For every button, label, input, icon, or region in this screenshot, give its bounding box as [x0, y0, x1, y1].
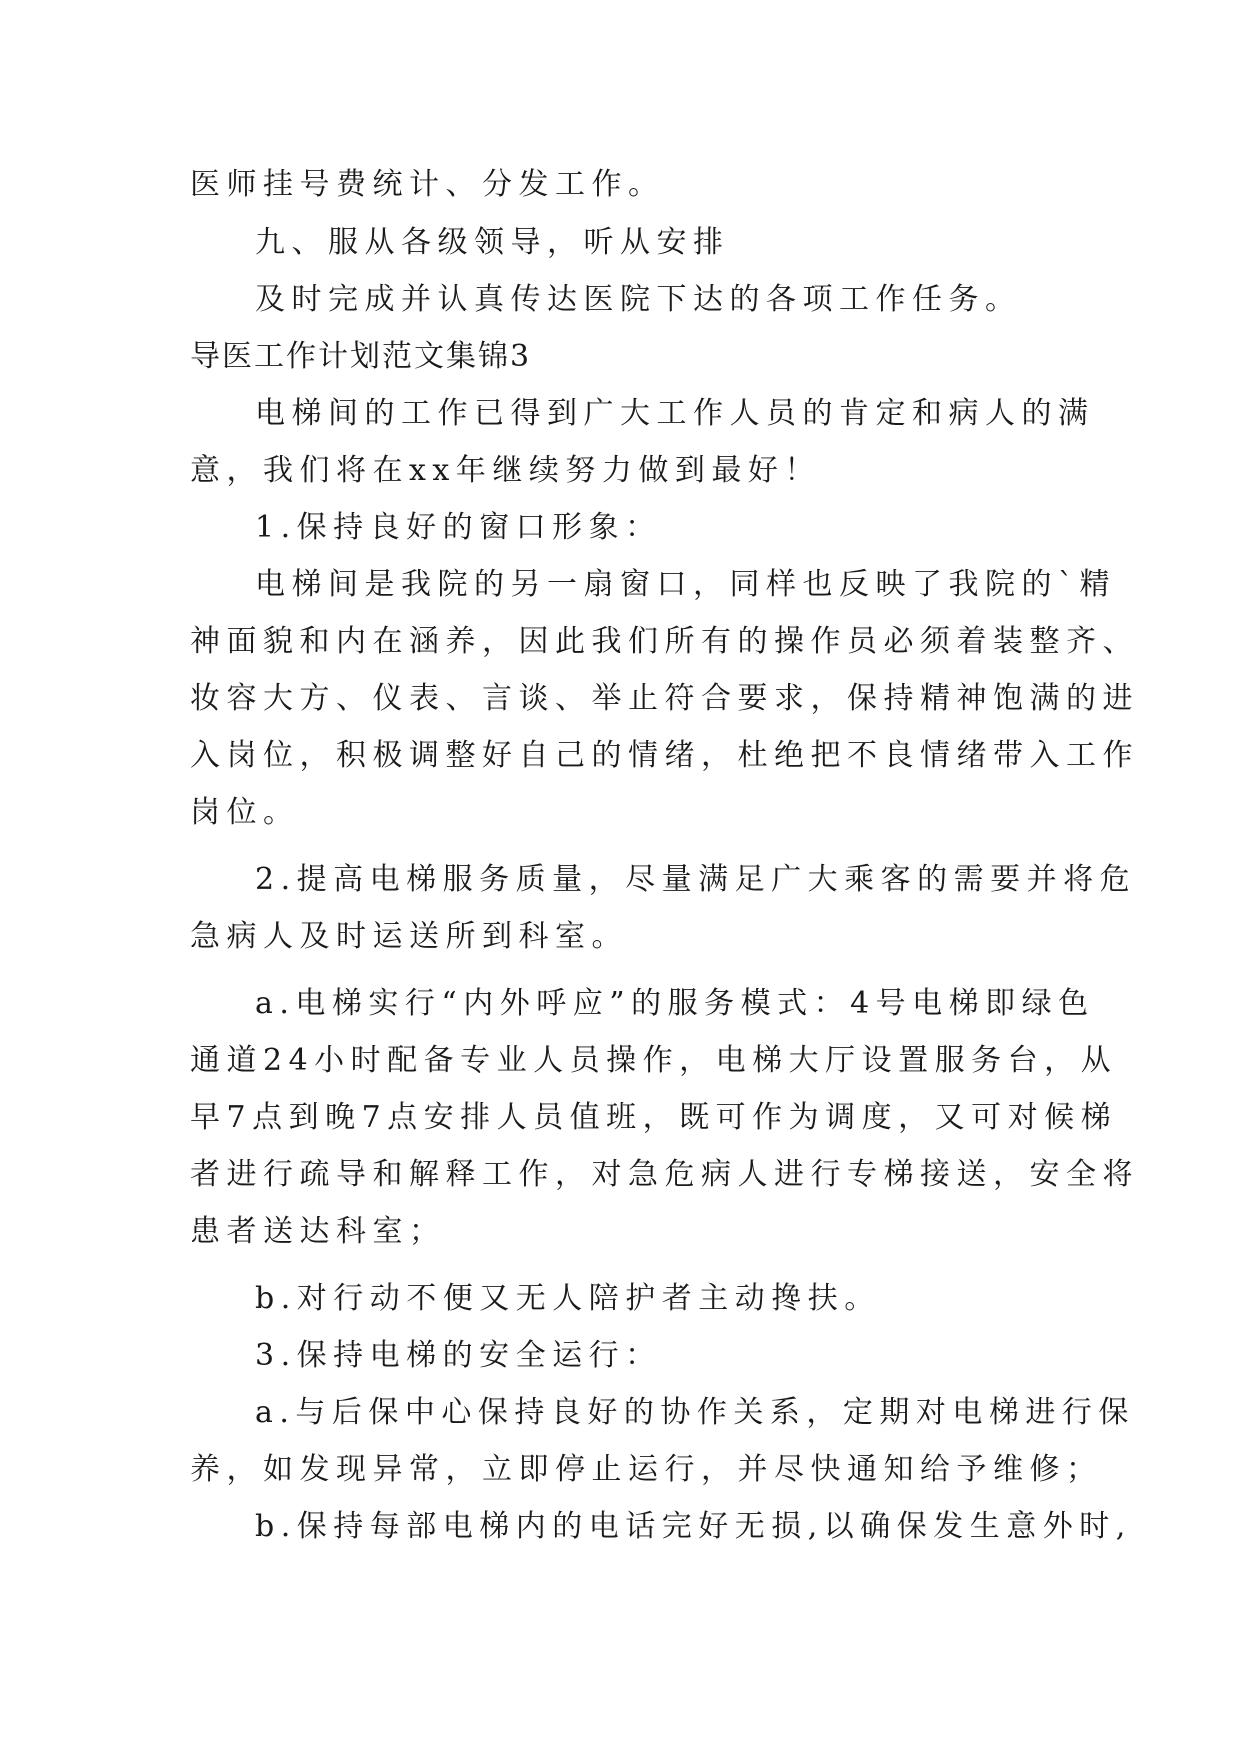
- text-line-17: 早7点到晚7点安排人员值班，既可作为调度，又可对候梯: [190, 1100, 1118, 1135]
- text-line-14: 急病人及时运送所到科室。: [190, 919, 628, 954]
- text-line-23: 养，如发现异常，立即停止运行，并尽快通知给予维修；: [190, 1452, 1103, 1487]
- text-line-12: 岗位。: [190, 795, 300, 830]
- text-line-7: 1.保持良好的窗口形象：: [255, 510, 662, 545]
- text-line-18: 者进行疏导和解释工作，对急危病人进行专梯接送，安全将: [190, 1157, 1139, 1192]
- text-line-1: 医师挂号费统计、分发工作。: [190, 167, 665, 202]
- section-heading: 导医工作计划范文集锦3: [190, 339, 532, 374]
- text-line-9: 神面貌和内在涵养，因此我们所有的操作员必须着装整齐、: [190, 624, 1139, 659]
- text-line-8: 电梯间是我院的另一扇窗口，同样也反映了我院的`精: [255, 567, 1116, 602]
- text-line-19: 患者送达科室；: [190, 1214, 446, 1249]
- text-line-21: 3.保持电梯的安全运行：: [255, 1338, 662, 1373]
- text-line-20: b.对行动不便又无人陪护者主动搀扶。: [255, 1281, 881, 1316]
- text-line-15: a.电梯实行“内外呼应”的服务模式：4号电梯即绿色: [255, 986, 1095, 1021]
- text-line-3: 及时完成并认真传达医院下达的各项工作任务。: [255, 282, 1022, 317]
- text-line-5: 电梯间的工作已得到广大工作人员的肯定和病人的满: [255, 396, 1095, 431]
- text-line-13: 2.提高电梯服务质量，尽量满足广大乘客的需要并将危: [255, 862, 1137, 897]
- text-line-22: a.与后保中心保持良好的协作关系，定期对电梯进行保: [255, 1395, 1135, 1430]
- text-line-24: b.保持每部电梯内的电话完好无损,以确保发生意外时,: [255, 1509, 1132, 1544]
- text-line-10: 妆容大方、仪表、言谈、举止符合要求，保持精神饱满的进: [190, 681, 1139, 716]
- text-line-16: 通道24小时配备专业人员操作，电梯大厅设置服务台，从: [190, 1043, 1118, 1078]
- text-line-2: 九、服从各级领导，听从安排: [255, 225, 730, 260]
- text-line-11: 入岗位，积极调整好自己的情绪，杜绝把不良情绪带入工作: [190, 738, 1139, 773]
- text-line-6: 意，我们将在xx年继续努力做到最好！: [190, 453, 821, 488]
